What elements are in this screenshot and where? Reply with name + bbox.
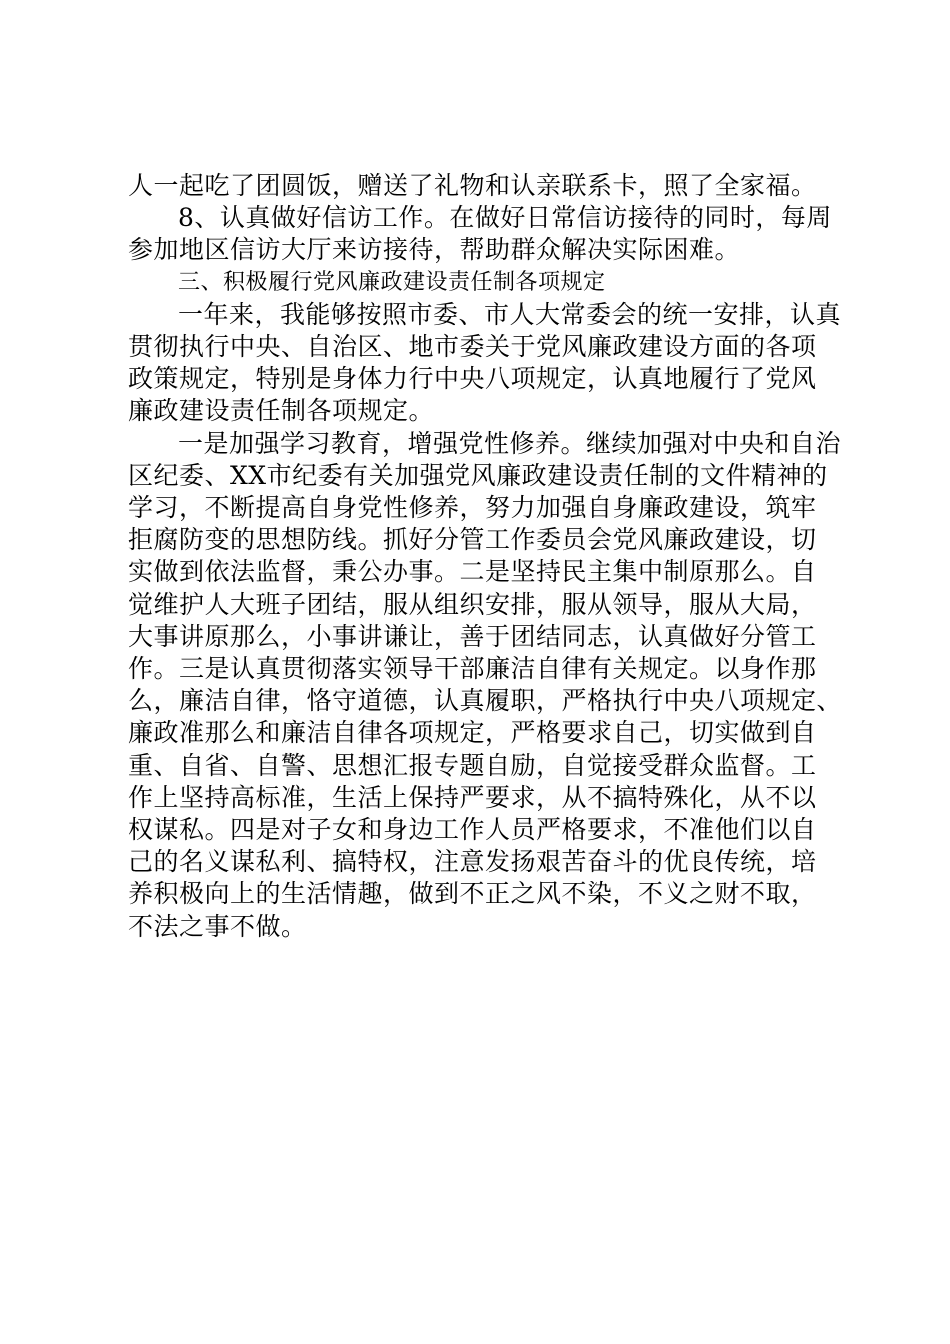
text-line: 实做到依法监督，秉公办事。二是坚持民主集中制原那么。自 (128, 557, 817, 587)
text-line: 不法之事不做。 (128, 911, 307, 941)
paragraph-item-8 (128, 202, 838, 266)
text-line: 拒腐防变的思想防线。抓好分管工作委员会党风廉政建设，切 (128, 525, 817, 555)
document-body (128, 170, 843, 943)
text-line: 参加地区信访大厅来访接待，帮助群众解决实际困难。 (128, 235, 741, 265)
paragraph-continuation (128, 170, 838, 202)
text-line: 觉维护人大班子团结，服从组织安排，服从领导，服从大局， (128, 589, 817, 619)
heading-text: 三、积极履行党风廉政建设责任制各项规定 (178, 269, 606, 295)
section-heading (128, 267, 838, 299)
text-line: 一年来，我能够按照市委、市人大常委会的统一安排，认真 (178, 299, 842, 329)
text-line: 养积极向上的生活情趣，做到不正之风不染，不义之财不取， (128, 879, 817, 909)
text-line: 权谋私。四是对子女和身边工作人员严格要求，不准他们以自 (128, 815, 817, 845)
text-line: 人一起吃了团圆饭，赠送了礼物和认亲联系卡，照了全家福。 (128, 171, 817, 200)
text-line: 么，廉洁自律，恪守道德，认真履职，严格执行中央八项规定、 (128, 686, 843, 716)
text-line: 己的名义谋私利、搞特权，注意发扬艰苦奋斗的优良传统，培 (128, 847, 817, 877)
text-line: 大事讲原那么，小事讲谦让，善于团结同志，认真做好分管工 (128, 621, 817, 651)
text-line: 廉政准那么和廉洁自律各项规定，严格要求自己，切实做到自 (128, 718, 817, 748)
paragraph-body-1 (128, 299, 842, 428)
text-line: 作上坚持高标准，生活上保持严要求，从不搞特殊化，从不以 (128, 782, 817, 812)
text-line: 8、认真做好信访工作。在做好日常信访接待的同时，每周 (178, 203, 832, 233)
paragraph-body-2 (128, 428, 843, 943)
text-line: 廉政建设责任制各项规定。 (128, 396, 435, 426)
text-line: 区纪委、XX市纪委有关加强党风廉政建设责任制的文件精神的 (128, 460, 828, 490)
text-line: 学习，不断提高自身党性修养，努力加强自身廉政建设，筑牢 (128, 493, 817, 523)
text-line: 作。三是认真贯彻落实领导干部廉洁自律有关规定。以身作那 (128, 654, 817, 684)
text-line: 政策规定，特别是身体力行中央八项规定，认真地履行了党风 (128, 364, 817, 394)
text-line: 一是加强学习教育，增强党性修养。继续加强对中央和自治 (178, 428, 842, 458)
text-line: 重、自省、自警、思想汇报专题自励，自觉接受群众监督。工 (128, 750, 817, 780)
text-line: 贯彻执行中央、自治区、地市委关于党风廉政建设方面的各项 (128, 332, 817, 362)
